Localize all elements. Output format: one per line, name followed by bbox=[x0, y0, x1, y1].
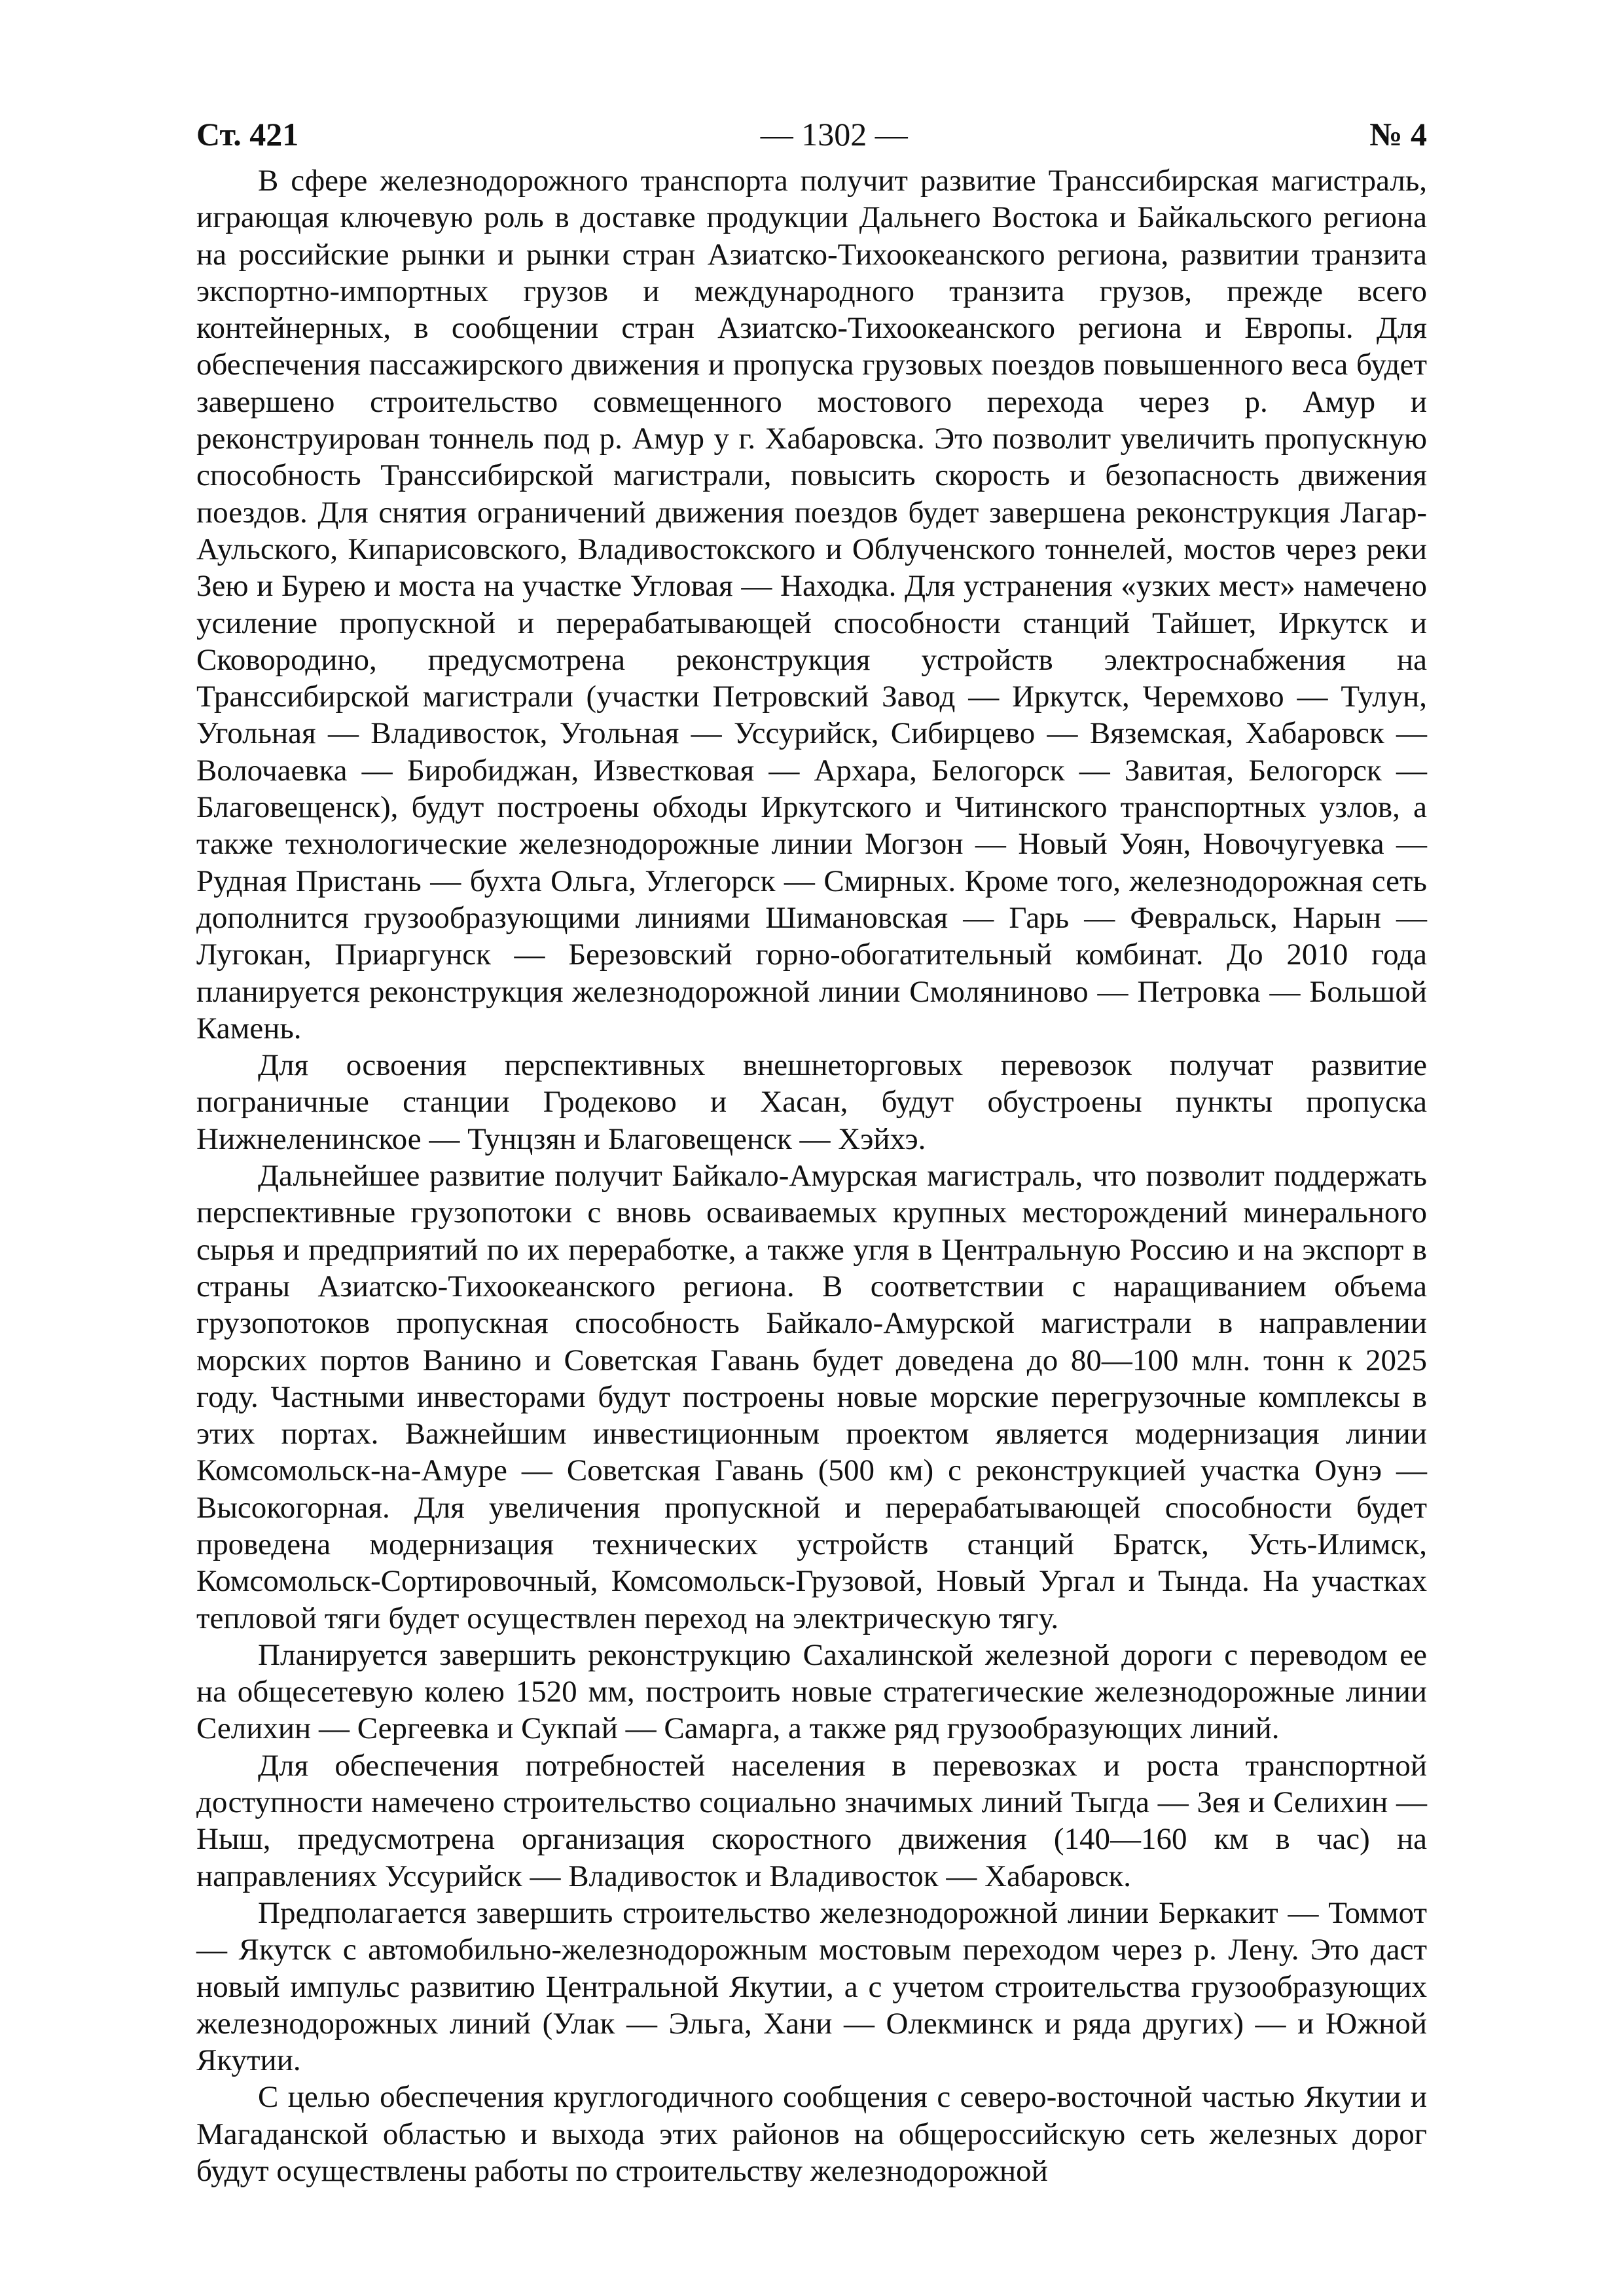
paragraph: С целью обеспечения круглогодичного сообщения с северо-восточной частью Якутии и Магаданской областью и выхода этих районов на общероссийскую сеть железных дорог будут осуществлены работы по строительству железнодорожной bbox=[196, 2080, 1427, 2189]
page-header bbox=[196, 111, 1427, 157]
paragraph: Для обеспечения потребностей населения в перевозках и роста транспортной доступности намечено строительство социально значимых линий Тыгда — Зея и Селихин — Ныш, предусмотрена организация скоростного движения (140—160 км в час) на направлениях Уссурийск — Владивосток и Владивосток — Хабаровск. bbox=[196, 1748, 1427, 1893]
paragraph: Планируется завершить реконструкцию Сахалинской железной дороги с переводом ее на общесетевую колею 1520 мм, построить новые стратегические железнодорожные линии Селихин — Сергеевка и Сукпай — Самарга, а также ряд грузообразующих линий. bbox=[196, 1637, 1427, 1746]
body-text bbox=[196, 162, 1427, 2189]
paragraph: В сфере железнодорожного транспорта получит развитие Транссибирская магистраль, играющая ключевую роль в доставке продукции Дальнего Востока и Байкальского региона на российские рынки и рынки стран Азиатско-Тихоокеанского региона, развитии транзита экспортно-импортных грузов и международного транзита грузов, прежде всего контейнерных, в сообщении стран Азиатско-Тихоокеанского региона и Европы. Для обеспечения пассажирского движения и пропуска грузовых поездов повышенного веса будет завершено строительство совмещенного мостового перехода через р. Амур и реконструирован тоннель под р. Амур у г. Хабаровска. Это позволит увеличить пропускную способность Транссибирской магистрали, повысить скорость и безопасность движения поездов. Для снятия ограничений движения поездов будет завершена реконструкция Лагар-Аульского, Кипарисовского, Владивостокского и Облученского тоннелей, мостов через реки Зею и Бурею и моста на участке Угловая — Находка. Для устранения «узких мест» намечено усиление пропускной и перерабатывающей способности станций Тайшет, Иркутск и Сковородино, предусмотрена реконструкция устройств электроснабжения на Транссибирской магистрали (участки Петровский Завод — Иркутск, Черемхово — Тулун, Угольная — Владивосток, Угольная — Уссурийск, Сибирцево — Вяземская, Хабаровск — Волочаевка — Биробиджан, Известковая — Архара, Белогорск — Завитая, Белогорск — Благовещенск), будут построены обходы Иркутского и Читинского транспортных узлов, а также технологические железнодорожные линии Могзон — Новый Уоян, Новочугуевка — Рудная Пристань — бухта Ольга, Углегорск — Смирных. Кроме того, железнодорожная сеть дополнится грузообразующими линиями Шимановская — Гарь — Февральск, Нарын — Лугокан, Приаргунск — Березовский горно-обогатительный комбинат. До 2010 года планируется реконструкция железнодорожной линии Смоляниново — Петровка — Большой Камень. bbox=[196, 164, 1427, 1046]
paragraph: Дальнейшее развитие получит Байкало-Амурская магистраль, что позволит поддержать перспективные грузопотоки с вновь осваиваемых крупных месторождений минерального сырья и предприятий по их переработке, а также угля в Центральную Россию и на экспорт в страны Азиатско-Тихоокеанского региона. В соответствии с наращиванием объема грузопотоков пропускная способность Байкало-Амурской магистрали в направлении морских портов Ванино и Советская Гавань будет доведена до 80—100 млн. тонн к 2025 году. Частными инвесторами будут построены новые морские перегрузочные комплексы в этих портах. Важнейшим инвестиционным проектом является модернизация линии Комсомольск-на-Амуре — Советская Гавань (500 км) с реконструкцией участка Оунэ — Высокогорная. Для увеличения пропускной и перерабатывающей способности будет проведена модернизация технических устройств станций Братск, Усть-Илимск, Комсомольск-Сортировочный, Комсомольск-Грузовой, Новый Ургал и Тында. На участках тепловой тяги будет осуществлен переход на электрическую тягу. bbox=[196, 1159, 1427, 1635]
page-number: — 1302 — bbox=[760, 116, 908, 153]
paragraph: Предполагается завершить строительство железнодорожной линии Беркакит — Томмот — Якутск с автомобильно-железнодорожным мостовым переходом через р. Лену. Это даст новый импульс развитию Центральной Якутии, а с учетом строительства грузообразующих железнодорожных линий (Улак — Эльга, Хани — Олекминск и ряда других) — и Южной Якутии. bbox=[196, 1895, 1427, 2078]
paragraph: Для освоения перспективных внешнеторговых перевозок получат развитие пограничные станции Гродеково и Хасан, будут обустроены пункты пропуска Нижнеленинское — Тунцзян и Благовещенск — Хэйхэ. bbox=[196, 1048, 1427, 1156]
issue-number: № 4 bbox=[1369, 116, 1427, 153]
article-number: Ст. 421 bbox=[196, 116, 299, 153]
document-page bbox=[196, 111, 1427, 2189]
